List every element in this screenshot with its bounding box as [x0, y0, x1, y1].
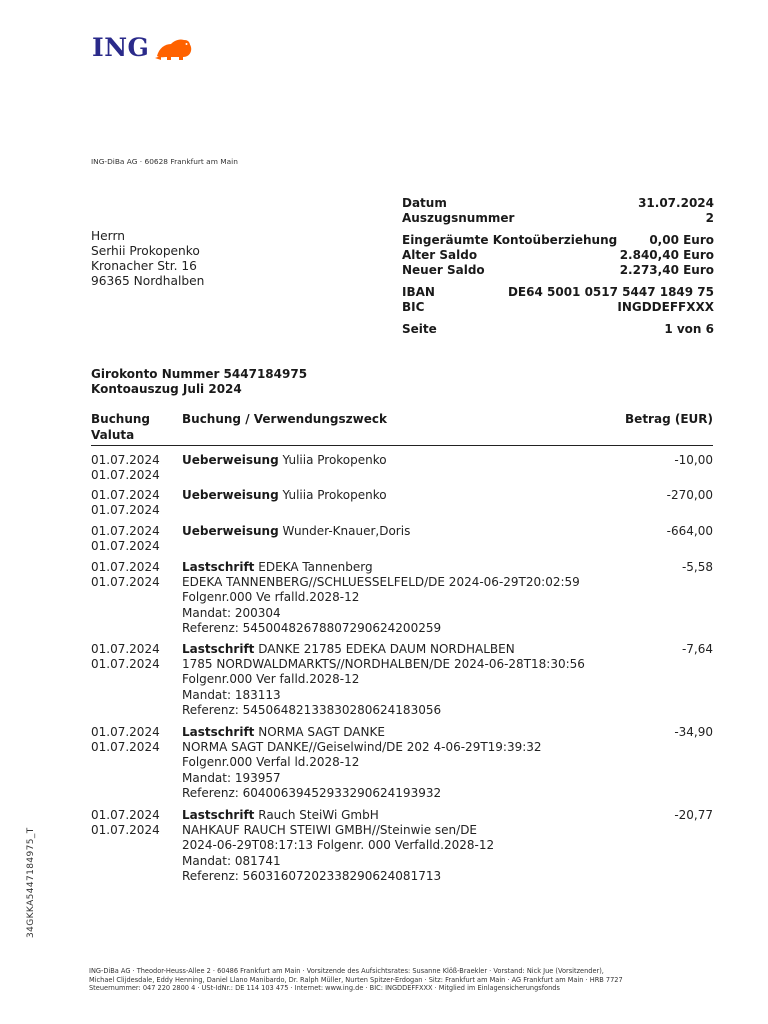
transaction-detail: 2024-06-29T08:17:13 Folgenr. 000 Verfalld.2028-12	[182, 838, 495, 853]
transaction-type: Lastschrift	[182, 642, 255, 656]
transaction-amount: -270,00	[666, 488, 713, 502]
valuta-date: 01.07.2024	[91, 657, 160, 672]
header-buchung-valuta	[91, 412, 150, 443]
header-betrag: Betrag (EUR)	[625, 412, 713, 426]
meta-alter-saldo	[402, 248, 714, 263]
bic-value: INGDDEFFXXX	[617, 300, 714, 314]
buchung-date: 01.07.2024	[91, 725, 160, 739]
buchung-date: 01.07.2024	[91, 560, 160, 574]
legal-footer	[89, 967, 709, 993]
transactions-table-header	[91, 412, 713, 446]
recipient-salutation: Herrn	[91, 229, 125, 243]
transaction-party: Rauch SteiWi GmbH	[258, 808, 379, 822]
transaction-party: Wunder-Knauer,Doris	[282, 524, 411, 538]
ing-logo	[92, 33, 195, 62]
header-buchung: Buchung	[91, 412, 151, 426]
transaction-party: EDEKA Tannenberg	[258, 560, 373, 574]
recipient-name: Serhii Prokopenko	[91, 244, 200, 258]
valuta-date: 01.07.2024	[91, 740, 160, 755]
transaction-type: Ueberweisung	[182, 488, 279, 502]
ueberziehung-label: Eingeräumte Kontoüberziehung	[402, 233, 618, 247]
alter-saldo-label: Alter Saldo	[402, 248, 478, 262]
datum-label: Datum	[402, 196, 447, 210]
transaction-amount: -7,64	[681, 642, 713, 656]
header-verwendungszweck: Buchung / Verwendungszweck	[182, 412, 387, 426]
transaction-type: Ueberweisung	[182, 453, 279, 467]
footer-line: Steuernummer: 047 220 2800 4 · USt-IdNr.: DE 114 103 475 · Internet: www.ing.de · BIC: INGDDEFFXXX · Mitglied im Einlagensicherungsfonds	[89, 984, 560, 993]
buchung-date: 01.07.2024	[91, 488, 160, 502]
transaction-amount: -20,77	[674, 808, 713, 822]
statement-meta	[402, 196, 714, 337]
transaction-mandate: Mandat: 183113	[182, 687, 281, 702]
buchung-date: 01.07.2024	[91, 453, 160, 467]
valuta-date: 01.07.2024	[91, 539, 160, 554]
seite-value: 1 von 6	[664, 322, 714, 336]
transaction-party: DANKE 21785 EDEKA DAUM NORDHALBEN	[258, 642, 515, 656]
transaction-party: Yuliia Prokopenko	[282, 488, 387, 502]
recipient-address	[91, 229, 204, 289]
valuta-date: 01.07.2024	[91, 503, 160, 518]
transaction-detail: 1785 NORDWALDMARKTS//NORDHALBEN/DE 2024-06-28T18:30:56	[182, 657, 585, 672]
transaction-reference: Referenz: 5450048267880729062420025​9	[182, 620, 442, 635]
transaction-detail: Folgenr.000 Verfal ld.2028-12	[182, 755, 360, 770]
transaction-reference: Referenz: 545064821338302806241830​56	[182, 702, 442, 717]
seite-label: Seite	[402, 322, 437, 336]
transaction-amount: -5,58	[681, 560, 713, 574]
meta-neuer-saldo	[402, 263, 714, 278]
bic-label: BIC	[402, 300, 425, 314]
transaction-amount: -664,00	[666, 524, 713, 538]
lion-icon	[153, 34, 195, 62]
logo-text: ING	[92, 33, 150, 62]
recipient-street: Kronacher Str. 16	[91, 259, 197, 273]
valuta-date: 01.07.2024	[91, 468, 160, 483]
transaction-type: Lastschrift	[182, 725, 255, 739]
transaction-party: Yuliia Prokopenko	[282, 453, 387, 467]
transaction-amount: -10,00	[674, 453, 713, 467]
recipient-city: 96365 Nordhalben	[91, 274, 205, 288]
meta-ueberziehung	[402, 233, 714, 248]
iban-label: IBAN	[402, 285, 435, 299]
sender-address-line: ING-DiBa AG · 60628 Frankfurt am Main	[91, 157, 238, 166]
valuta-date: 01.07.2024	[91, 823, 160, 838]
transaction-detail: Folgenr.000 Ver falld.2028-12	[182, 672, 360, 687]
buchung-date: 01.07.2024	[91, 808, 160, 822]
ueberziehung-value: 0,00 Euro	[649, 233, 714, 247]
transaction-detail: NAHKAUF RAUCH STEIWI GMBH//Steinwie sen/DE	[182, 823, 478, 838]
transaction-mandate: Mandat: 193957	[182, 770, 281, 785]
footer-line: ING-DiBa AG · Theodor-Heuss-Allee 2 · 60486 Frankfurt am Main · Vorsitzende des Aufsichtsrates: Susanne Klöß-Braekler · Vorstand: Nick Jue (Vorsitzender),	[89, 967, 604, 975]
transaction-party: NORMA SAGT DANKE	[258, 725, 385, 739]
buchung-date: 01.07.2024	[91, 642, 160, 656]
auszug-value: 2	[705, 211, 714, 225]
transaction-reference: Referenz: 560316072023382906240817​13	[182, 868, 442, 883]
transaction-detail: Folgenr.000 Ve rfalld.2028-12	[182, 590, 360, 605]
iban-value: DE64 5001 0517 5447 1849 75	[507, 285, 714, 299]
footer-line: Michael Clijdesdale, Eddy Henning, Daniel Llano Manibardo, Dr. Ralph Müller, Nurten Spitzer-Erdogan · Sitz: Frankfurt am Main · AG Frankfurt am Main · HRB 7727	[89, 975, 623, 984]
meta-auszug	[402, 211, 714, 226]
account-subtitle: Kontoauszug Juli 2024	[91, 382, 242, 396]
meta-datum	[402, 196, 714, 211]
auszug-label: Auszugsnummer	[402, 211, 515, 225]
account-title: Girokonto Nummer 5447184975	[91, 367, 308, 381]
meta-seite	[402, 322, 714, 337]
transaction-detail: NORMA SAGT DANKE//Geiselwind/DE 202 4-06-29T19:39:32	[182, 740, 542, 755]
buchung-date: 01.07.2024	[91, 524, 160, 538]
transaction-type: Lastschrift	[182, 560, 255, 574]
transaction-mandate: Mandat: 200304	[182, 605, 281, 620]
transaction-amount: -34,90	[674, 725, 713, 739]
meta-bic	[402, 300, 714, 315]
transaction-type: Ueberweisung	[182, 524, 279, 538]
alter-saldo-value: 2.840,40 Euro	[619, 248, 714, 262]
transaction-mandate: Mandat: 081741	[182, 853, 281, 868]
neuer-saldo-value: 2.273,40 Euro	[619, 263, 714, 277]
valuta-date: 01.07.2024	[91, 575, 160, 590]
meta-iban	[402, 285, 714, 300]
transaction-type: Lastschrift	[182, 808, 255, 822]
transaction-detail: EDEKA TANNENBERG//SCHLUESSELFELD/DE 2024-06-29T20:02:59	[182, 575, 580, 590]
document-side-code: 34GKKA5447184975_T	[26, 827, 36, 938]
datum-value: 31.07.2024	[638, 196, 714, 210]
account-heading	[91, 367, 307, 397]
header-valuta: Valuta	[91, 427, 135, 442]
transaction-reference: Referenz: 604006394529332906241939​32	[182, 785, 442, 800]
neuer-saldo-label: Neuer Saldo	[402, 263, 485, 277]
